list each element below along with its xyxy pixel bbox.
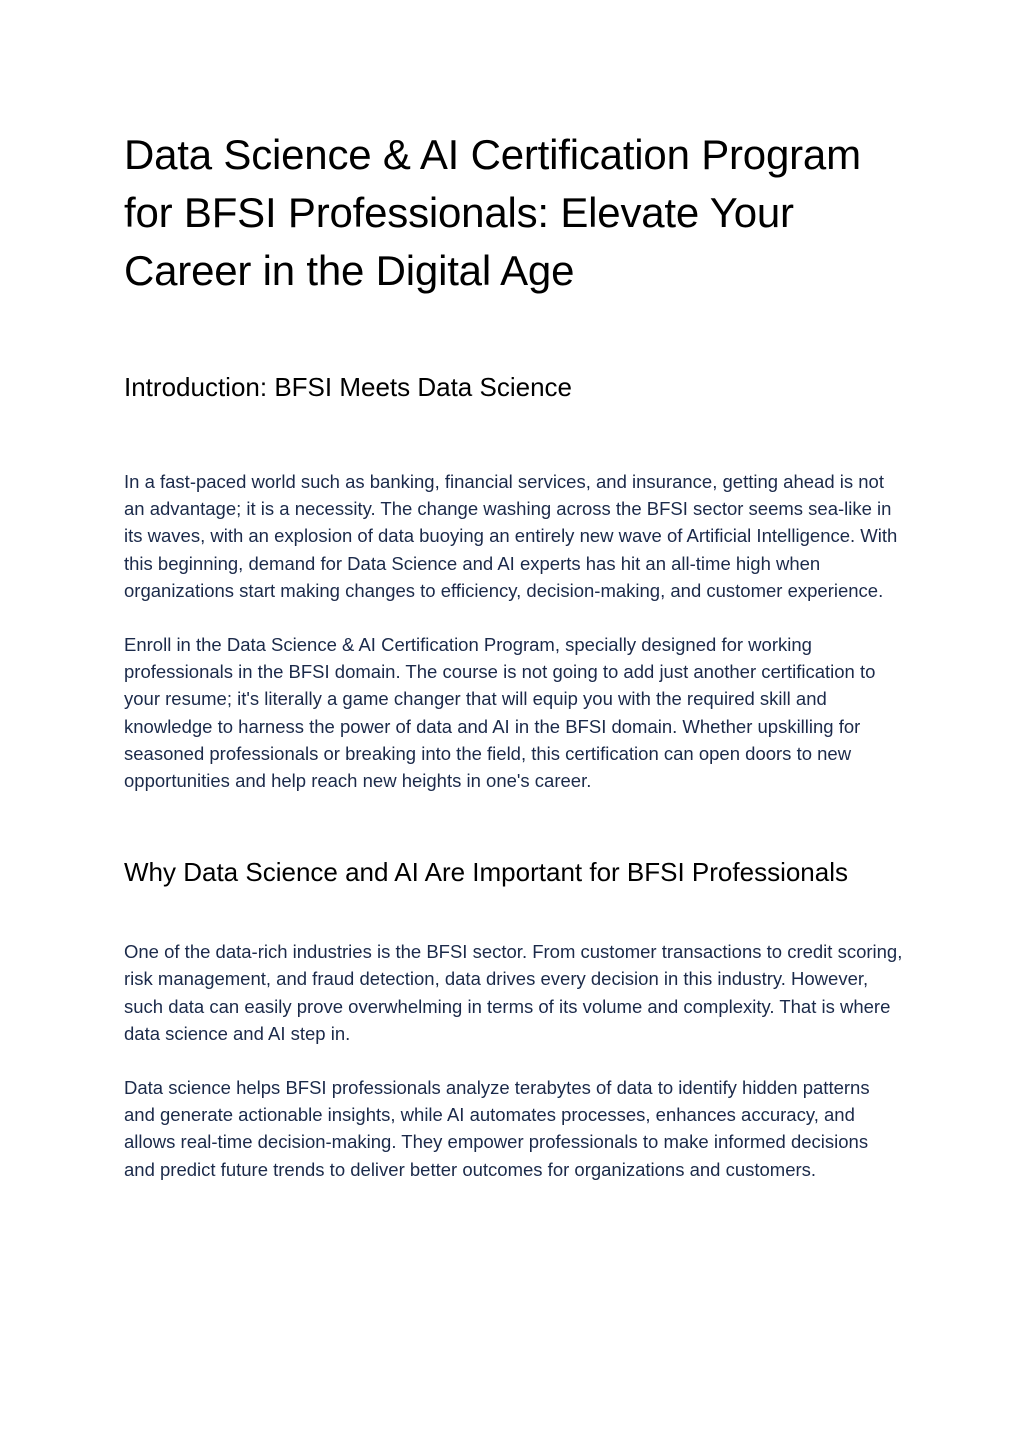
section-heading-introduction: Introduction: BFSI Meets Data Science: [124, 372, 572, 402]
paragraph-why-1: One of the data-rich industries is the BFSI sector. From customer transactions to credit scoring, risk management, and fraud detection, data drives every decision in this industry. However, such data can easily prove overwhelming in terms of its volume and complexity. That is where data science and AI step in.: [124, 941, 903, 1044]
document-content: [124, 126, 904, 1183]
paragraph-why-2: Data science helps BFSI professionals analyze terabytes of data to identify hidden patterns and generate actionable insights, while AI automates processes, enhances accuracy, and allows real-time decision-making. They empower professionals to make informed decisions and predict future trends to deliver better outcomes for organizations and customers.: [124, 1077, 870, 1180]
document-title: Data Science & AI Certification Program for BFSI Professionals: Elevate Your Career in the Digital Age: [124, 131, 861, 294]
paragraph-intro-1: In a fast-paced world such as banking, financial services, and insurance, getting ahead is not an advantage; it is a necessity. The change washing across the BFSI sector seems sea-like in its waves, with an explosion of data buoying an entirely new wave of Artificial Intelligence. With this beginning, demand for Data Science and AI experts has hit an all-time high when organizations start making changes to efficiency, decision-making, and customer experience.: [124, 471, 898, 601]
paragraph-intro-2: Enroll in the Data Science & AI Certification Program, specially designed for working professionals in the BFSI domain. The course is not going to add just another certification to your resume; it's literally a game changer that will equip you with the required skill and knowledge to harness the power of data and AI in the BFSI domain. Whether upskilling for seasoned professionals or breaking into the field, this certification can open doors to new opportunities and help reach new heights in one's career.: [124, 634, 876, 792]
section-heading-why-data-science: Why Data Science and AI Are Important for BFSI Professionals: [124, 857, 849, 888]
